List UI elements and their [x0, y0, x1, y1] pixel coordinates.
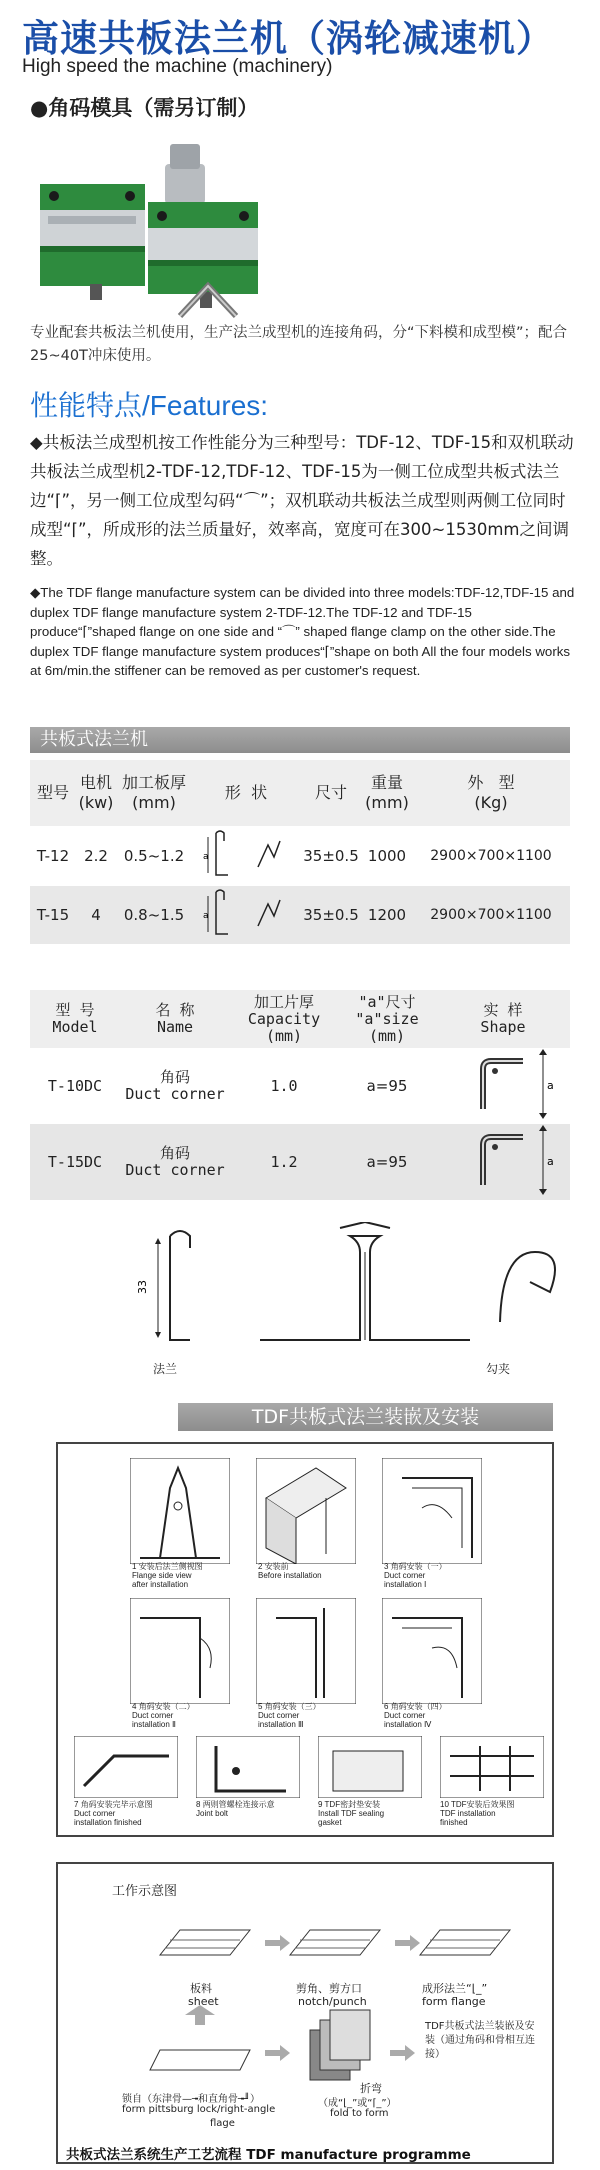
table1-band: 共板式法兰机 [30, 727, 570, 753]
mould-description: 专业配套共板法兰机使用，生产法兰成型机的连接角码，分“下料模和成型模”；配合25~40T冲床使用。 [30, 325, 568, 364]
spec-table [30, 760, 570, 945]
workflow-title: 工作示意图 [112, 1884, 178, 1899]
a-label: a [547, 1079, 554, 1092]
col-name: 名 称 Name [120, 990, 230, 1048]
step-caption: 2 安装前 Before installation [258, 1562, 322, 1580]
step-4-diagram [130, 1598, 230, 1704]
cell: 角码 Duct corner [120, 1124, 230, 1200]
col-capacity: 加工片厚 Capacity (mm) [230, 990, 338, 1048]
cell: 角码 Duct corner [120, 1048, 230, 1124]
flange-label: 法兰 [153, 1362, 178, 1376]
side-note: TDF共板式法兰装嵌及安装（通过角码和骨相互连接） [425, 2021, 535, 2060]
cell: a=95 [338, 1124, 436, 1200]
col-model: 型 号 Model [30, 990, 120, 1048]
flange-shape-icon [196, 827, 296, 881]
mould-heading: ●角码模具（需另订制） [30, 96, 259, 120]
col-thickness: 加工板厚 (mm) [116, 760, 192, 826]
pitt-en: form pittsburg lock/right-angle [122, 2104, 276, 2115]
features-cn-text: ◆共板法兰成型机按工作性能分为三种型号：TDF-12、TDF-15和双机联动共板法兰成型机2-TDF-12,TDF-12、TDF-15为一侧工位成型共板式法兰边“⌈”，另一侧工位成型勾码“⌒”；双机联动共板法兰成型则两侧工位同时成型“⌈”，所成形的法兰质量好，效率高，宽度可在300~1530mm之间调整。 [30, 433, 574, 568]
step-10-diagram [440, 1736, 544, 1798]
step-caption: 7 角码安装完毕示意图 Duct corner installation finished [74, 1800, 153, 1827]
col-asize: "a"尺寸 "a"size (mm) [338, 990, 436, 1048]
sheet-cn: 板料 [190, 1982, 212, 1995]
shape-cell [192, 826, 300, 885]
fold-en: fold to form [330, 2108, 389, 2119]
col-weight: 重量 (mm) [362, 760, 412, 826]
page-subtitle: High speed the machine (machinery) [22, 56, 333, 77]
col-motor: 电机 (kw) [76, 760, 116, 826]
a-label: a [547, 1155, 554, 1168]
step-8-diagram [196, 1736, 300, 1798]
clip-label: 勾夹 [486, 1362, 511, 1376]
table-row [30, 885, 570, 944]
col-size: 尺寸 [300, 760, 362, 826]
pitt-cn: 锁自（东津骨—╼和直角骨╼╜） [122, 2094, 261, 2105]
cell: 0.8~1.5 [116, 885, 192, 944]
flange-shape-icon [196, 886, 296, 940]
col-model: 型号 [30, 760, 76, 826]
step-7-diagram [74, 1736, 178, 1798]
page-title: 高速共板法兰机（涡轮减速机） [22, 17, 554, 60]
duct-corner-icon [443, 1049, 563, 1119]
dim-33: 33 [136, 1280, 149, 1294]
cell: a=95 [338, 1048, 436, 1124]
cell: 1.0 [230, 1048, 338, 1124]
a-label: a [203, 851, 209, 862]
cell: T-10DC [30, 1048, 120, 1124]
step-caption: 6 角码安装（四） Duct corner installation Ⅳ [384, 1702, 447, 1729]
cell: 1000 [362, 826, 412, 885]
notch-cn: 剪角、剪方口 [296, 1982, 362, 1995]
step-5-diagram [256, 1598, 356, 1704]
step-3-diagram [382, 1458, 482, 1564]
table-row [30, 1048, 570, 1124]
cell: 4 [76, 885, 116, 944]
cell: 1.2 [230, 1124, 338, 1200]
step-caption: 5 角码安装（三） Duct corner installation Ⅲ [258, 1702, 321, 1729]
cell: T-12 [30, 826, 76, 885]
table-row [30, 1124, 570, 1200]
features-heading: 性能特点/Features: [30, 390, 269, 421]
cell: 2.2 [76, 826, 116, 885]
cell: 35±0.5 [300, 826, 362, 885]
step-9-diagram [318, 1736, 422, 1798]
form-cn: 成形法兰“⌊_” [422, 1982, 488, 1995]
cell: T-15 [30, 885, 76, 944]
cell: T-15DC [30, 1124, 120, 1200]
cell: 1200 [362, 885, 412, 944]
mould-photo [30, 124, 270, 320]
step-caption: 8 两则管螺栓连接示意 Joint bolt [196, 1800, 275, 1818]
step-2-diagram [256, 1458, 356, 1564]
step-caption: 9 TDF密封垫安装 Install TDF sealing gasket [318, 1800, 385, 1827]
col-shape: 形 状 [192, 760, 300, 826]
profile-drawing [30, 1222, 570, 1352]
form-en: form flange [422, 1995, 486, 2008]
shape-cell [192, 885, 300, 944]
col-dimension: 外 型 (Kg) [412, 760, 570, 826]
cell: 35±0.5 [300, 885, 362, 944]
features-en-text: ◆The TDF flange manufacture system can be divided into three models:TDF-12,TDF-15 and duplex TDF flange manufacture system 2-TDF-12.The TDF-12 and TDF-15 produce“⌈”shaped flange on one side and “⌒” shaped flange clamp on the other side.The duplex TDF flange manufacture system produces“⌈”shape on both All the four models works at 6m/min.the stiffener can be removed as per customer's request. [30, 585, 575, 678]
table-row [30, 826, 570, 885]
step-caption: 10 TDF安装后效果图 TDF installation finished [440, 1800, 515, 1827]
notch-en: notch/punch [298, 1995, 367, 2008]
installation-band: TDF共板式法兰装嵌及安装 [178, 1403, 553, 1431]
cell: 2900×700×1100 [412, 885, 570, 944]
step-6-diagram [382, 1598, 482, 1704]
workflow-footer: 共板式法兰系统生产工艺流程 TDF manufacture programme [66, 2147, 471, 2163]
step-caption: 3 角码安装（一） Duct corner installation Ⅰ [384, 1562, 447, 1589]
step-caption: 1 安装后法兰侧视图 Flange side view after installation [132, 1562, 203, 1589]
step-1-diagram [130, 1458, 230, 1564]
fold-mid: （成“⌊_”或“⌈_”） [318, 2098, 397, 2109]
duct-corner-icon [443, 1125, 563, 1195]
sheet-en: sheet [188, 1995, 219, 2008]
fold-cn: 折弯 [360, 2082, 382, 2095]
pitt-en2: flage [210, 2118, 235, 2129]
corner-table [30, 990, 570, 1200]
cell: 0.5~1.2 [116, 826, 192, 885]
cell: 2900×700×1100 [412, 826, 570, 885]
shape-cell [436, 1124, 570, 1200]
step-caption: 4 角码安装（二） Duct corner installation Ⅱ [132, 1702, 195, 1729]
shape-cell [436, 1048, 570, 1124]
col-shape: 实 样 Shape [436, 990, 570, 1048]
a-label: a [203, 910, 209, 921]
